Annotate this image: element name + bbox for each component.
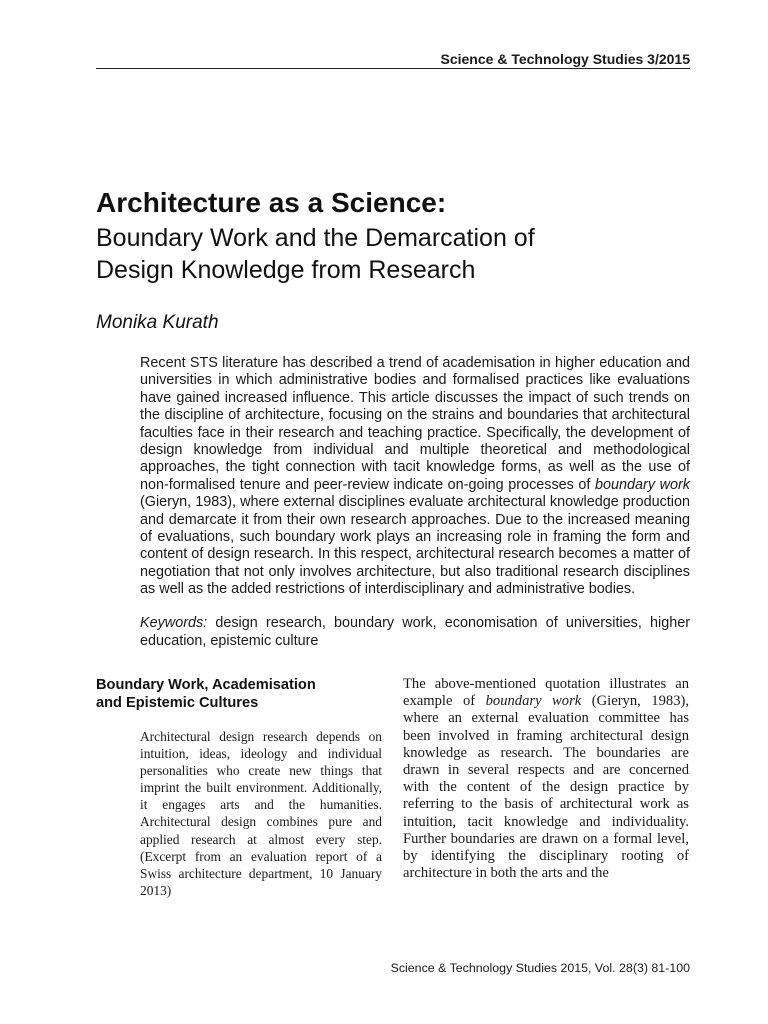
body-text-part-1: The above-mentioned quotation illustrates an example of — [403, 676, 689, 710]
abstract — [140, 355, 690, 599]
abstract-text-part-2: (Gieryn, 1983), where external disciplines evaluate architectural knowledge production and demarcate it from their own research approaches. Due to the increased meaning of evaluations, such boundary work plays an increasing role in framing the form and content of design research. In this respect, architectural research becomes a matter of negotiation that not only involves architecture, but also traditional research disciplines as well as the added restrictions of interdisciplinary and administrative bodies. — [140, 494, 690, 598]
keywords-label: Keywords: — [140, 615, 208, 631]
body-paragraph — [403, 676, 689, 882]
author-name: Monika Kurath — [96, 312, 219, 333]
header-rule — [96, 68, 690, 69]
abstract-text-part-1: Recent STS literature has described a trend of academisation in higher education and universities in which administrative bodies and formalised practices like evaluations have gained increased influence. This article discusses the impact of such trends on the discipline of architecture, focusing on the strains and boundaries that architectural faculties face in their research and teaching practice. Specifically, the development of design knowledge from individual and multiple theoretical and methodological approaches, the tight connection with tacit knowledge forms, as well as the use of non-formalised tenure and peer-review indicate on-going processes of — [140, 355, 690, 493]
article-title: Architecture as a Science: — [96, 187, 447, 218]
epigraph-quote: Architectural design research depends on intuition, ideas, ideology and individual personalities who create new things that imprint the built environment. Additionally, it engages arts and the humanities. Architectural design combines pure and applied research at almost every step. (Excerpt from an evaluation report of a Swiss architecture department, 10 January 2013) — [140, 729, 382, 898]
keywords-text: design research, boundary work, economisation of universities, higher education, epistemic culture — [140, 615, 690, 649]
abstract-emphasis: boundary work — [595, 476, 690, 493]
section-heading-line-1: Boundary Work, Academisation — [96, 677, 316, 693]
subtitle-line-1: Boundary Work and the Demarcation of — [96, 224, 535, 252]
body-emphasis: boundary work — [485, 693, 582, 710]
subtitle-line-2: Design Knowledge from Research — [96, 256, 476, 284]
section-heading-line-2: and Epistemic Cultures — [96, 695, 259, 711]
keywords — [140, 614, 690, 650]
running-head: Science & Technology Studies 3/2015 — [440, 51, 690, 67]
body-text-part-2: (Gieryn, 1983), where an external evaluation committee has been involved in framing architectural design knowledge as research. The boundaries are drawn in several respects and are concerned with the content of the design practice by referring to the basis of architectural work as intuition, tacit knowledge and individuality. Further boundaries are drawn on a formal level, by identifying the disciplinary rooting of architecture in both the arts and the — [403, 693, 689, 882]
article-subtitle — [96, 222, 696, 286]
footer-citation: Science & Technology Studies 2015, Vol. 28(3) 81-100 — [390, 961, 690, 975]
section-heading — [96, 676, 376, 712]
